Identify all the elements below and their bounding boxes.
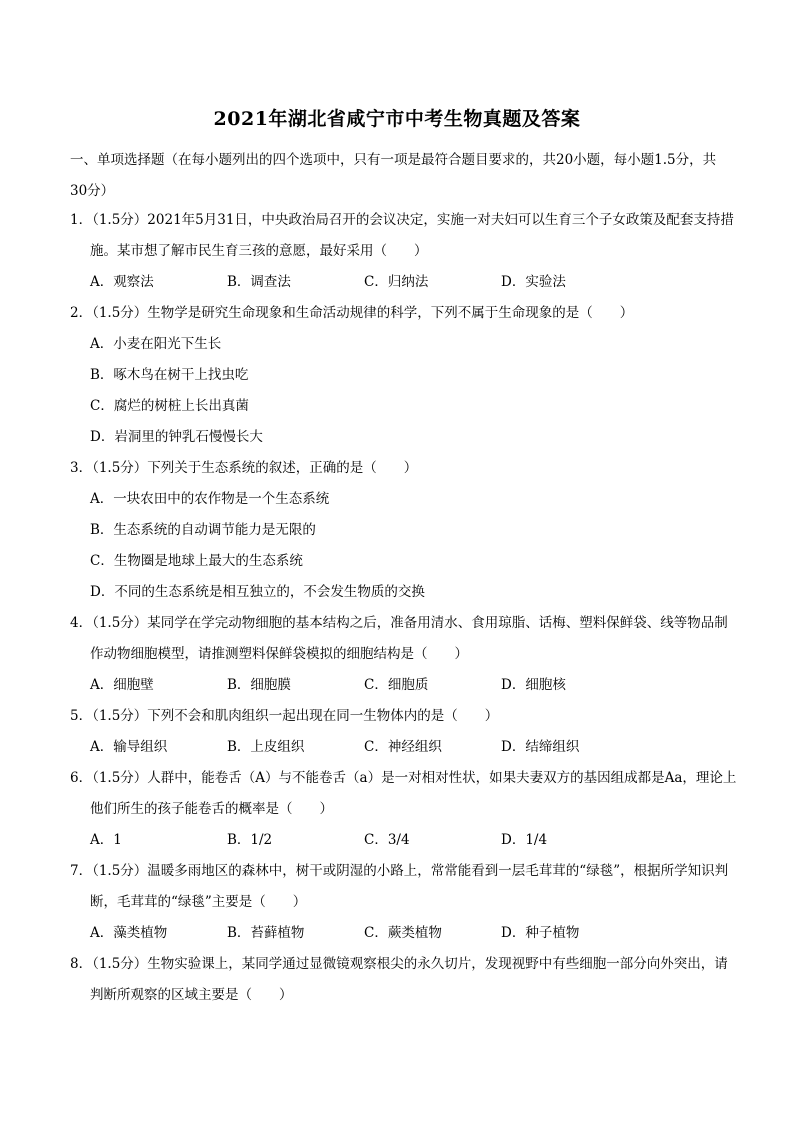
option-b: B．生态系统的自动调节能力是无限的	[90, 522, 316, 538]
question-4	[70, 608, 740, 701]
option-c: C．细胞质	[364, 677, 429, 693]
option-d: D．1/4	[501, 832, 548, 848]
option-c: C．归纳法	[364, 274, 429, 290]
option-d: D．岩洞里的钟乳石慢慢长大	[90, 429, 263, 445]
option-d: D．实验法	[501, 274, 566, 290]
option-a: A．一块农田中的农作物是一个生态系统	[90, 491, 330, 507]
question-6	[70, 763, 740, 856]
question-stem: 2．（1.5分）生物学是研究生命现象和生命活动规律的科学，下列不属于生命现象的是（ ）	[70, 305, 634, 321]
section-heading: 一、单项选择题（在每小题列出的四个选项中，只有一项是最符合题目要求的，共20小题，每小题1.5分，共30分）	[70, 152, 717, 199]
option-d: D．结缔组织	[501, 739, 580, 755]
option-row	[70, 267, 740, 298]
option-b: B．调查法	[227, 274, 291, 290]
question-2	[70, 298, 740, 453]
option-d: D．细胞核	[501, 677, 566, 693]
option-row	[70, 732, 740, 763]
option-row	[70, 918, 740, 949]
option-a: A．观察法	[90, 274, 154, 290]
question-stem: 7．（1.5分）温暖多雨地区的森林中，树干或阴湿的小路上，常常能看到一层毛茸茸的“绿毯”，根据所学知识判断，毛茸茸的“绿毯”主要是（ ）	[70, 863, 729, 910]
question-3	[70, 453, 740, 608]
option-b: B．上皮组织	[227, 739, 305, 755]
question-stem: 8．（1.5分）生物实验课上，某同学通过显微镜观察根尖的永久切片，发现视野中有些细胞一部分向外突出，请判断所观察的区域主要是（ ）	[70, 956, 728, 1003]
option-c: C．3/4	[364, 832, 410, 848]
option-b: B．啄木鸟在树干上找虫吃	[90, 367, 249, 383]
question-list	[70, 205, 740, 1011]
option-c: C．生物圈是地球上最大的生态系统	[90, 553, 303, 569]
option-a: A．输导组织	[90, 739, 168, 755]
option-c: C．腐烂的树桩上长出真菌	[90, 398, 249, 414]
question-stem: 3．（1.5分）下列关于生态系统的叙述，正确的是（ ）	[70, 460, 418, 476]
option-a: A．藻类植物	[90, 925, 168, 941]
option-a: A．细胞壁	[90, 677, 154, 693]
option-a: A．小麦在阳光下生长	[90, 336, 222, 352]
option-a: A．1	[90, 832, 122, 848]
document-title: 2021年湖北省咸宁市中考生物真题及答案	[213, 108, 581, 130]
option-row	[70, 825, 740, 856]
option-b: B．1/2	[227, 832, 273, 848]
question-1	[70, 205, 740, 298]
question-5	[70, 701, 740, 763]
question-stem: 5．（1.5分）下列不会和肌肉组织一起出现在同一生物体内的是（ ）	[70, 708, 499, 724]
option-d: D．种子植物	[501, 925, 580, 941]
question-stem: 1．（1.5分）2021年5月31日，中央政治局召开的会议决定，实施一对夫妇可以生育三个子女政策及配套支持措施。某市想了解市民生育三孩的意愿，最好采用（ ）	[70, 212, 734, 259]
option-c: C．神经组织	[364, 739, 442, 755]
option-row	[70, 670, 740, 701]
question-8	[70, 949, 740, 1011]
question-stem: 4．（1.5分）某同学在学完动物细胞的基本结构之后，准备用清水、食用琼脂、话梅、塑料保鲜袋、线等物品制作动物细胞模型，请推测塑料保鲜袋模拟的细胞结构是（ ）	[70, 615, 728, 662]
option-b: B．苔藓植物	[227, 925, 305, 941]
option-b: B．细胞膜	[227, 677, 291, 693]
option-c: C．蕨类植物	[364, 925, 442, 941]
question-7	[70, 856, 740, 949]
question-stem: 6．（1.5分）人群中，能卷舌（A）与不能卷舌（a）是一对相对性状，如果夫妻双方的基因组成都是Aa，理论上他们所生的孩子能卷舌的概率是（ ）	[70, 770, 737, 817]
option-d: D．不同的生态系统是相互独立的，不会发生物质的交换	[90, 584, 425, 600]
